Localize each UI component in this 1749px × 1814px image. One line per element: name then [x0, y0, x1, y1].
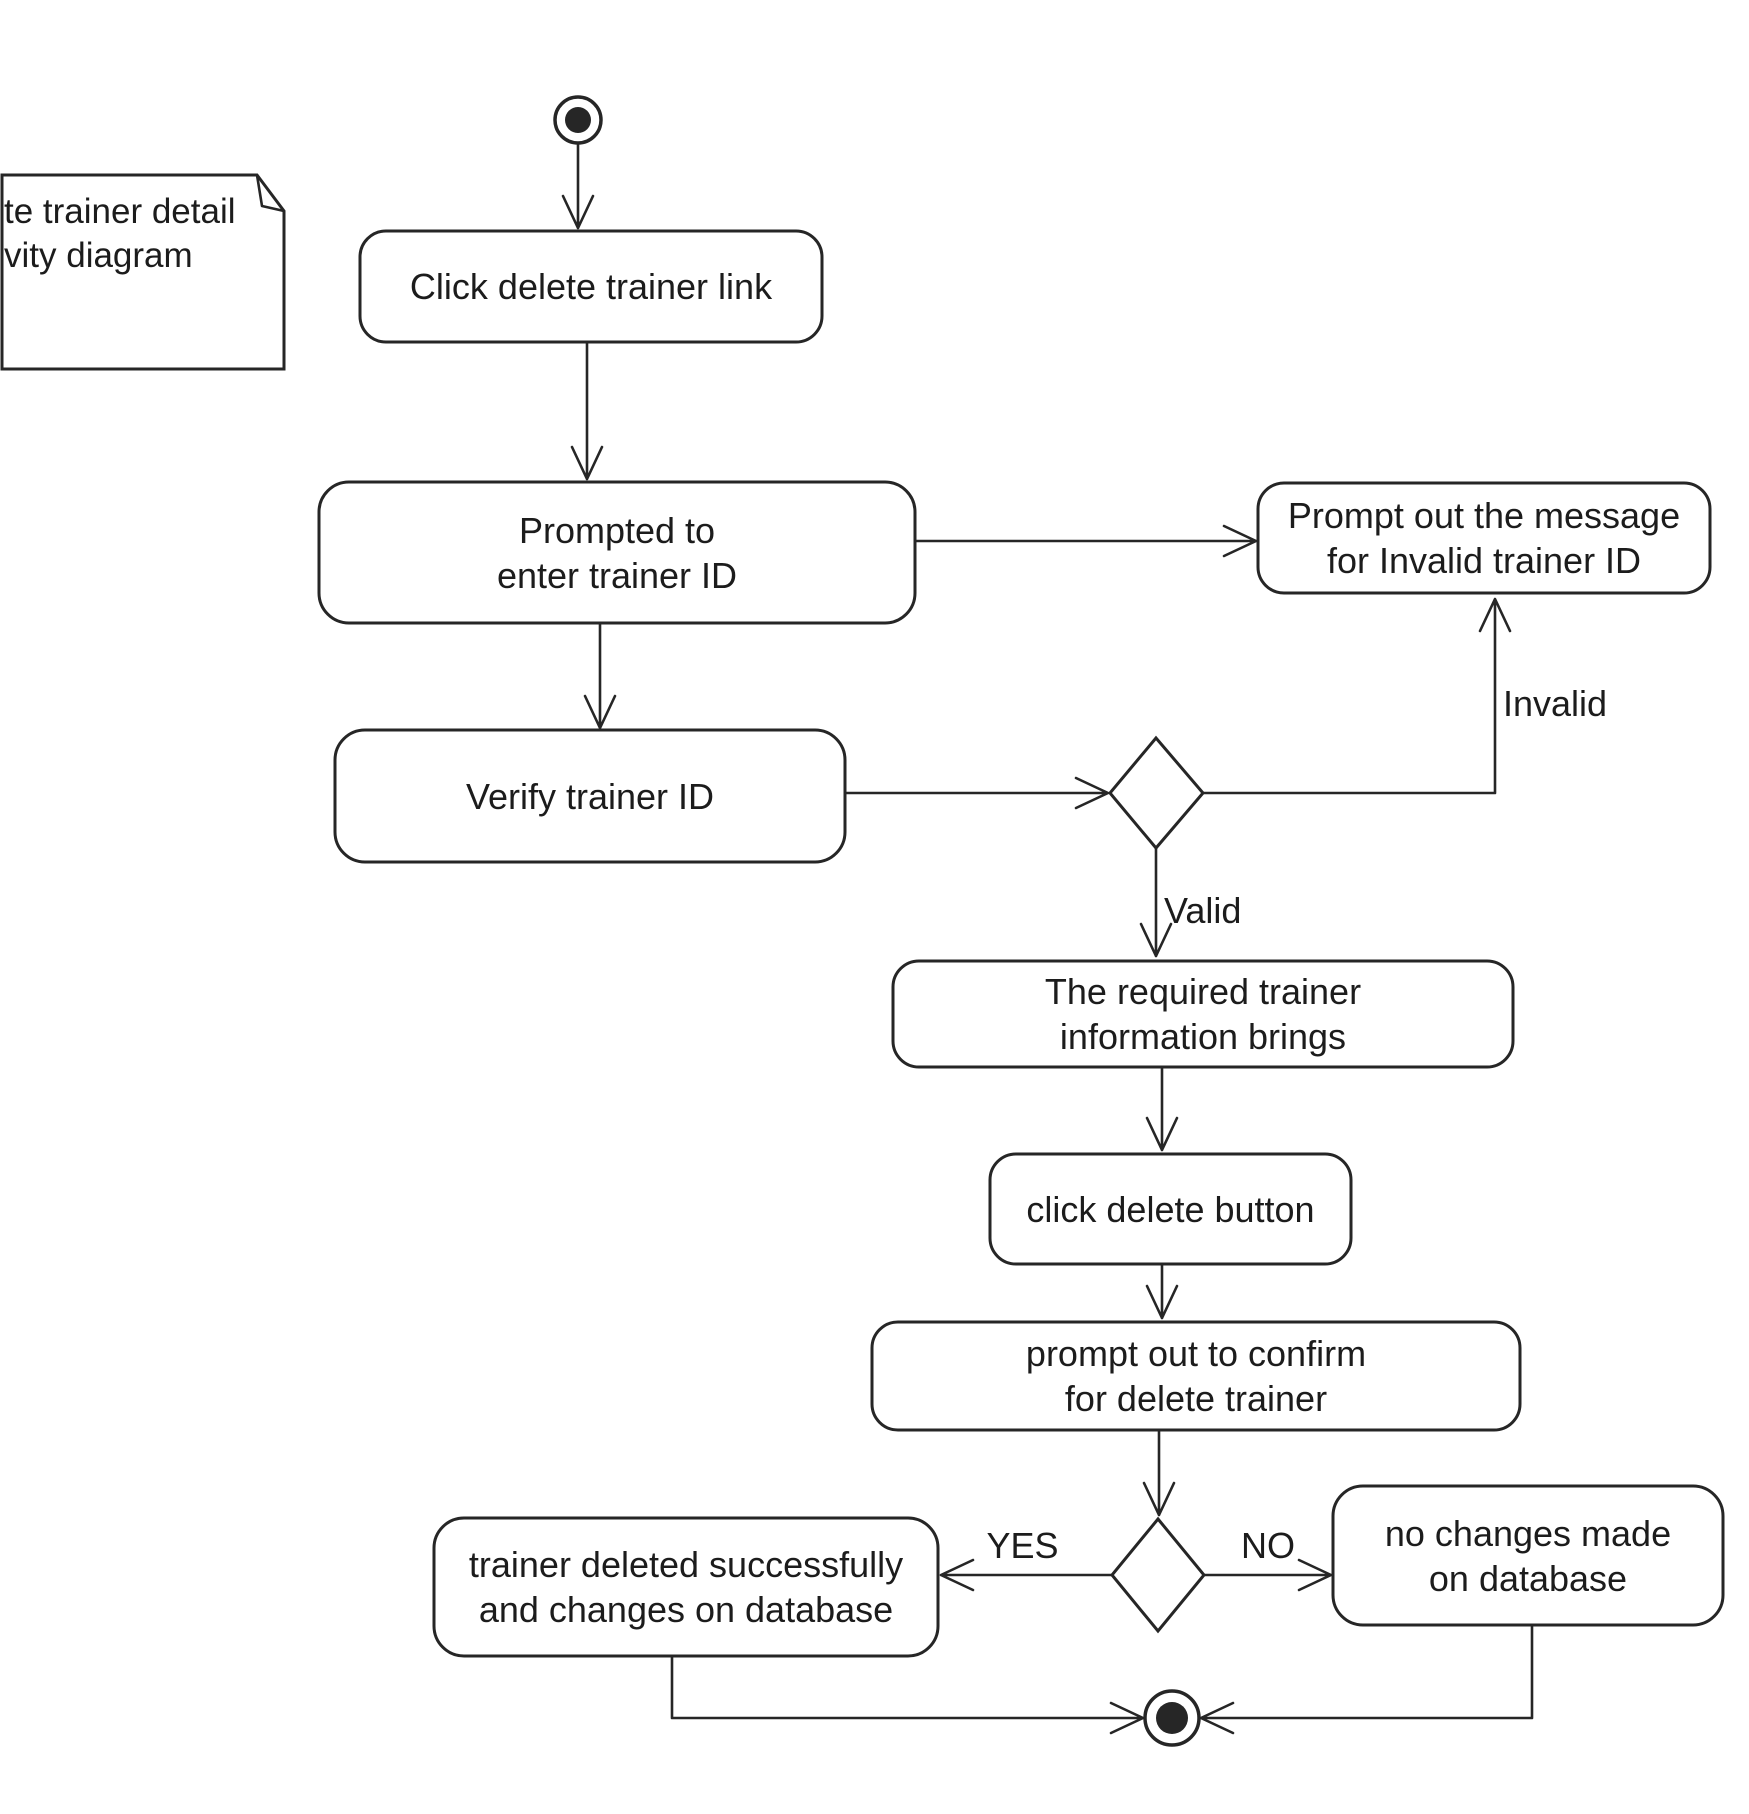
label-line: for Invalid trainer ID — [1326, 540, 1642, 581]
decision-yes-no — [1112, 1519, 1204, 1631]
edge-required-info-to-click-delete — [1147, 1067, 1177, 1150]
label-line: no changes made — [1384, 1512, 1672, 1554]
edge-confirm-to-decision2 — [1144, 1430, 1174, 1515]
note-text — [4, 190, 279, 278]
start-node-dot — [565, 107, 591, 133]
decision-valid-invalid — [1110, 738, 1203, 848]
edge-click-link-to-prompted — [572, 342, 602, 479]
label-line: Verify trainer ID — [465, 775, 715, 817]
label-line: The required trainer — [1044, 971, 1362, 1012]
activity-prompt-confirm-delete-trainer — [872, 1322, 1520, 1430]
label-line: Prompt out the message — [1287, 495, 1681, 536]
edge-start-to-click-link — [563, 144, 593, 228]
edge-verify-to-decision — [845, 778, 1108, 808]
activity-no-changes-on-database — [1333, 1486, 1723, 1625]
label-line: Click delete trainer link — [409, 266, 773, 307]
activity-click-delete-trainer-link — [360, 231, 822, 342]
end-node-dot — [1156, 1702, 1188, 1734]
label-line: for delete trainer — [1064, 1378, 1328, 1419]
label-line: information brings — [1059, 1016, 1347, 1057]
activity-prompt-invalid-trainer-id-message — [1258, 483, 1710, 593]
label-line: trainer deleted successfully — [468, 1544, 904, 1585]
activity-trainer-deleted-successfully — [434, 1518, 938, 1656]
edge-no-changes-to-end — [1201, 1625, 1532, 1733]
edge-label-yes: YES — [986, 1525, 1059, 1566]
label-line: prompt out to confirm — [1025, 1333, 1367, 1374]
label-line: on database — [1428, 1557, 1628, 1599]
label-line: click delete button — [1026, 1188, 1315, 1230]
edge-decision-invalid-to-message — [1203, 599, 1510, 793]
edge-click-delete-to-confirm — [1147, 1264, 1177, 1318]
edge-label-valid: Valid — [1164, 890, 1242, 931]
label-line: and changes on database — [478, 1589, 894, 1630]
note-line-1: te trainer detail — [4, 192, 236, 231]
activity-required-trainer-information — [893, 961, 1513, 1067]
label-line: Prompted to — [518, 509, 716, 551]
edge-deleted-to-end — [672, 1656, 1143, 1733]
activity-click-delete-button — [990, 1154, 1351, 1264]
note-line-2: vity diagram — [4, 236, 193, 275]
edge-prompted-to-verify — [585, 623, 615, 728]
edge-label-no: NO — [1241, 1525, 1295, 1566]
edge-prompted-to-invalid-message — [915, 526, 1256, 556]
label-line: enter trainer ID — [496, 554, 738, 596]
activity-prompted-to-enter-trainer-id — [319, 482, 915, 623]
activity-verify-trainer-id — [335, 730, 845, 862]
edge-label-invalid: Invalid — [1503, 683, 1608, 724]
